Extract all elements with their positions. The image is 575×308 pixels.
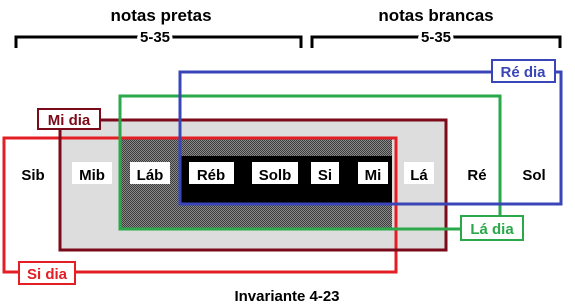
group-label-white-notes: notas brancas — [378, 6, 494, 25]
note-sol: Sol — [522, 167, 546, 184]
note-sib: Sib — [21, 167, 45, 184]
group-sublabel-black-notes: 5-35 — [139, 29, 171, 46]
note-la: Lá — [410, 167, 428, 184]
note-re: Ré — [467, 167, 487, 184]
note-solb: Solb — [258, 167, 292, 184]
note-lab: Láb — [136, 167, 164, 184]
caption: Invariante 4-23 — [234, 288, 340, 305]
mi-dia-tag — [38, 109, 100, 129]
re-dia-label: Ré dia — [500, 64, 546, 81]
note-mi: Mi — [364, 167, 382, 184]
la-dia-label: Lá dia — [470, 221, 514, 238]
mi-dia-label: Mi dia — [47, 112, 91, 129]
si-dia-tag — [19, 262, 75, 284]
note-mib: Mib — [79, 167, 105, 184]
si-dia-label: Si dia — [26, 266, 68, 283]
group-label-black-notes: notas pretas — [110, 6, 212, 25]
note-si: Si — [317, 167, 333, 184]
note-row — [15, 162, 551, 184]
note-reb: Réb — [196, 167, 226, 184]
group-sublabel-white-notes: 5-35 — [420, 29, 452, 46]
re-dia-tag — [492, 60, 555, 82]
la-dia-tag — [461, 216, 523, 240]
